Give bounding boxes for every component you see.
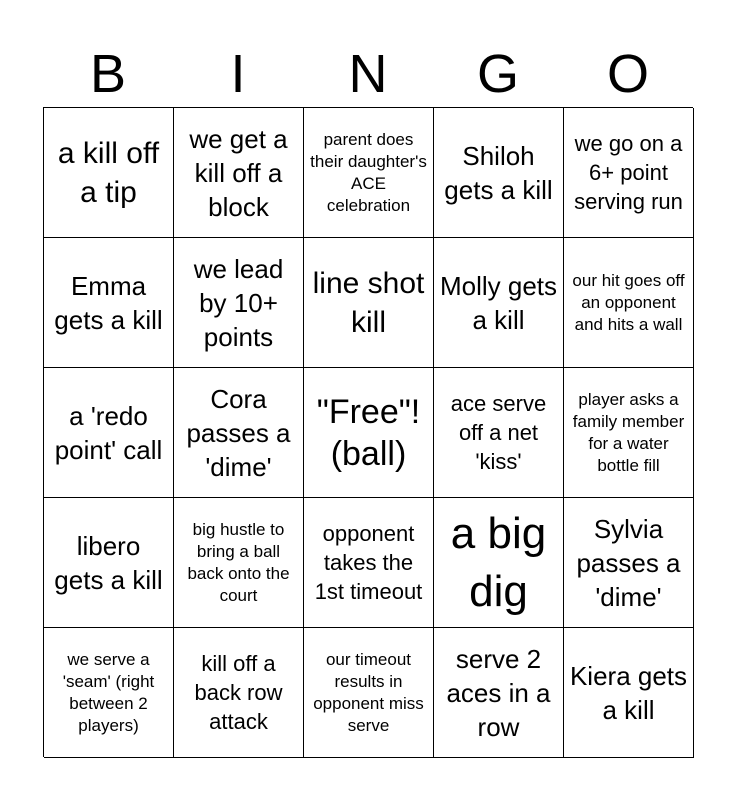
cell-text: ace serve off a net 'kiss' — [450, 391, 547, 474]
bingo-cell[interactable] — [434, 498, 564, 628]
bingo-cell[interactable] — [304, 498, 434, 628]
cell-text: Cora passes a 'dime' — [186, 383, 291, 482]
cell-text: we go on a 6+ point serving run — [574, 131, 683, 214]
cell-text: our hit goes off an opponent and hits a wall — [572, 270, 685, 334]
bingo-cell[interactable] — [434, 628, 564, 758]
cell-text: opponent takes the 1st timeout — [314, 521, 423, 604]
header-letter-i: I — [230, 44, 246, 104]
bingo-cell[interactable] — [304, 108, 434, 238]
bingo-cell[interactable] — [434, 368, 564, 498]
cell-text: kill off a back row attack — [194, 651, 283, 734]
bingo-cell[interactable] — [174, 238, 304, 368]
cell-text: serve 2 aces in a row — [446, 643, 551, 742]
cell-text: our timeout results in opponent miss serve — [313, 649, 424, 735]
cell-text: line shot kill — [312, 266, 425, 339]
bingo-cell[interactable] — [564, 498, 694, 628]
cell-text: a 'redo point' call — [54, 400, 163, 465]
bingo-cell[interactable] — [174, 108, 304, 238]
cell-text: parent does their daughter's ACE celebration — [310, 129, 427, 215]
bingo-cell[interactable] — [304, 368, 434, 498]
cell-text: we serve a 'seam' (right between 2 players) — [62, 649, 155, 735]
bingo-cell[interactable] — [564, 238, 694, 368]
bingo-board — [43, 107, 693, 757]
cell-text: Molly gets a kill — [439, 270, 558, 335]
header-letter-b: B — [89, 44, 127, 104]
cell-text: Kiera gets a kill — [569, 660, 688, 725]
bingo-cell[interactable] — [564, 108, 694, 238]
bingo-cell[interactable] — [434, 108, 564, 238]
bingo-cell[interactable] — [174, 628, 304, 758]
bingo-cell[interactable] — [44, 628, 174, 758]
cell-text: a big dig — [450, 508, 547, 616]
cell-text: Shiloh gets a kill — [444, 140, 553, 205]
bingo-cell[interactable] — [44, 498, 174, 628]
bingo-cell[interactable] — [434, 238, 564, 368]
header-letter-g: G — [476, 44, 519, 104]
cell-text: Emma gets a kill — [54, 270, 163, 335]
bingo-cell[interactable] — [304, 238, 434, 368]
cell-text: player asks a family member for a water bottle fill — [572, 389, 685, 475]
cell-text: we lead by 10+ points — [193, 253, 284, 352]
cell-text: "Free"! (ball) — [316, 392, 421, 473]
bingo-cell[interactable] — [44, 238, 174, 368]
cell-text: we get a kill off a block — [189, 123, 288, 222]
bingo-cell[interactable] — [564, 368, 694, 498]
bingo-cell[interactable] — [174, 498, 304, 628]
cell-text: big hustle to bring a ball back onto the court — [187, 519, 290, 605]
header-letter-o: O — [606, 44, 649, 104]
header-letter-n: N — [348, 44, 388, 104]
cell-text: Sylvia passes a 'dime' — [576, 513, 681, 612]
cell-text: a kill off a tip — [57, 136, 160, 209]
bingo-cell[interactable] — [304, 628, 434, 758]
bingo-cell[interactable] — [174, 368, 304, 498]
bingo-cell[interactable] — [44, 108, 174, 238]
cell-text: libero gets a kill — [54, 530, 163, 595]
bingo-cell[interactable] — [564, 628, 694, 758]
bingo-cell[interactable] — [44, 368, 174, 498]
bingo-header — [43, 40, 693, 108]
